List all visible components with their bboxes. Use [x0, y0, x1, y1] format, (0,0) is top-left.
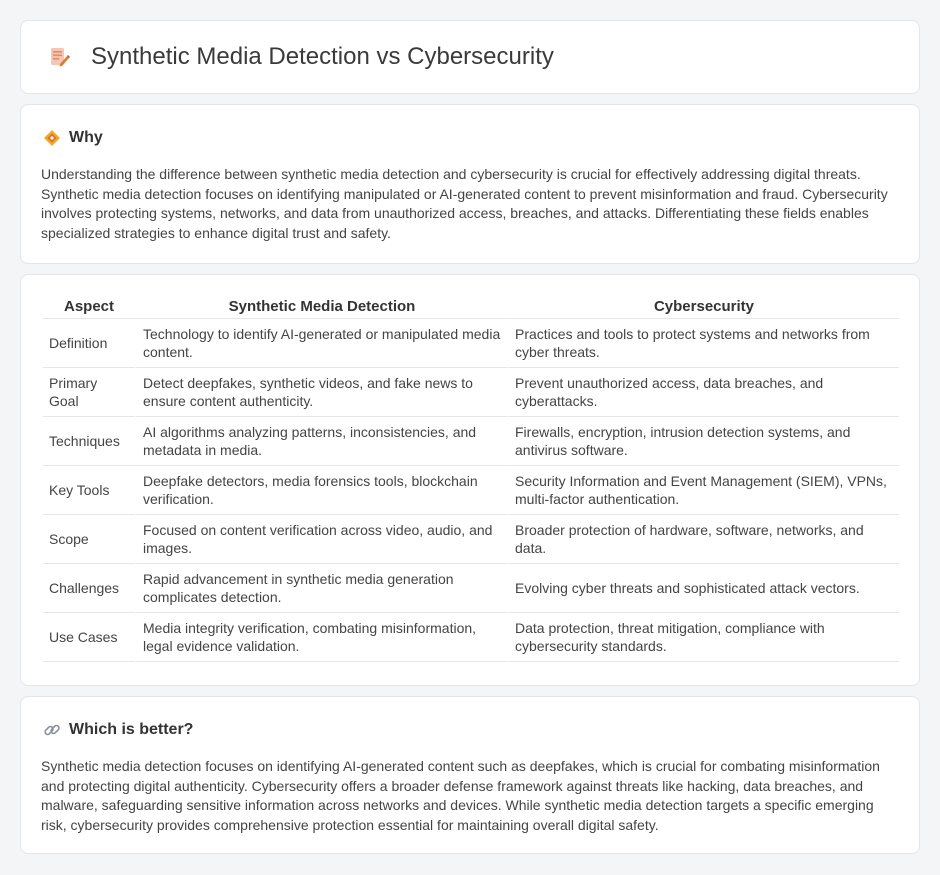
row-aspect: Use Cases — [43, 613, 135, 662]
header-synthetic: Synthetic Media Detection — [135, 295, 507, 319]
row-aspect: Key Tools — [43, 466, 135, 515]
header-aspect: Aspect — [43, 295, 135, 319]
table-row — [43, 368, 899, 417]
why-title: Why — [69, 129, 103, 146]
row-synthetic: Technology to identify AI-generated or manipulated media content. — [135, 319, 507, 368]
table-header-row — [43, 295, 899, 319]
row-cybersecurity: Security Information and Event Management (SIEM), VPNs, multi-factor authentication. — [507, 466, 899, 515]
table-row — [43, 613, 899, 662]
link-icon — [43, 721, 61, 739]
row-aspect: Primary Goal — [43, 368, 135, 417]
row-cybersecurity: Evolving cyber threats and sophisticated attack vectors. — [507, 564, 899, 613]
better-text: Synthetic media detection focuses on identifying AI-generated content such as deepfakes, which is crucial for combating misinformation and protecting digital authenticity. Cybersecurity offers a broader defense framework against threats like hacking, data breaches, and malware, safeguarding sensitive information across networks and devices. While synthetic media detection targets a specific emerging risk, cybersecurity provides comprehensive protection essential for maintaining overall digital safety. — [41, 758, 880, 833]
row-synthetic: Deepfake detectors, media forensics tools, blockchain verification. — [135, 466, 507, 515]
row-synthetic: Rapid advancement in synthetic media generation complicates detection. — [135, 564, 507, 613]
table-row — [43, 564, 899, 613]
table-row — [43, 319, 899, 368]
table-row — [43, 417, 899, 466]
row-aspect: Challenges — [43, 564, 135, 613]
row-aspect: Definition — [43, 319, 135, 368]
table-row — [43, 466, 899, 515]
comparison-section — [20, 274, 920, 686]
header-card — [20, 20, 920, 94]
document-pencil-icon — [47, 45, 71, 69]
row-aspect: Scope — [43, 515, 135, 564]
row-cybersecurity: Firewalls, encryption, intrusion detection systems, and antivirus software. — [507, 417, 899, 466]
header-cybersecurity: Cybersecurity — [507, 295, 899, 319]
row-cybersecurity: Data protection, threat mitigation, compliance with cybersecurity standards. — [507, 613, 899, 662]
why-section — [20, 104, 920, 264]
table-row — [43, 515, 899, 564]
row-synthetic: Focused on content verification across video, audio, and images. — [135, 515, 507, 564]
row-cybersecurity: Practices and tools to protect systems and networks from cyber threats. — [507, 319, 899, 368]
row-cybersecurity: Broader protection of hardware, software, networks, and data. — [507, 515, 899, 564]
row-synthetic: AI algorithms analyzing patterns, inconsistencies, and metadata in media. — [135, 417, 507, 466]
diamond-icon — [43, 129, 61, 147]
row-cybersecurity: Prevent unauthorized access, data breaches, and cyberattacks. — [507, 368, 899, 417]
better-title: Which is better? — [69, 721, 194, 738]
which-is-better-section — [20, 696, 920, 854]
row-synthetic: Detect deepfakes, synthetic videos, and fake news to ensure content authenticity. — [135, 368, 507, 417]
page-title: Synthetic Media Detection vs Cybersecurity — [91, 43, 554, 70]
row-aspect: Techniques — [43, 417, 135, 466]
why-text: Understanding the difference between synthetic media detection and cybersecurity is crucial for effectively addressing digital threats. Synthetic media detection focuses on identifying manipulated or AI-generated content to prevent misinformation and fraud. Cybersecurity involves protecting systems, networks, and data from unauthorized access, breaches, and attacks. Differentiating these fields enables specialized strategies to enhance digital trust and safety. — [41, 166, 888, 241]
comparison-table — [43, 295, 899, 662]
row-synthetic: Media integrity verification, combating misinformation, legal evidence validation. — [135, 613, 507, 662]
